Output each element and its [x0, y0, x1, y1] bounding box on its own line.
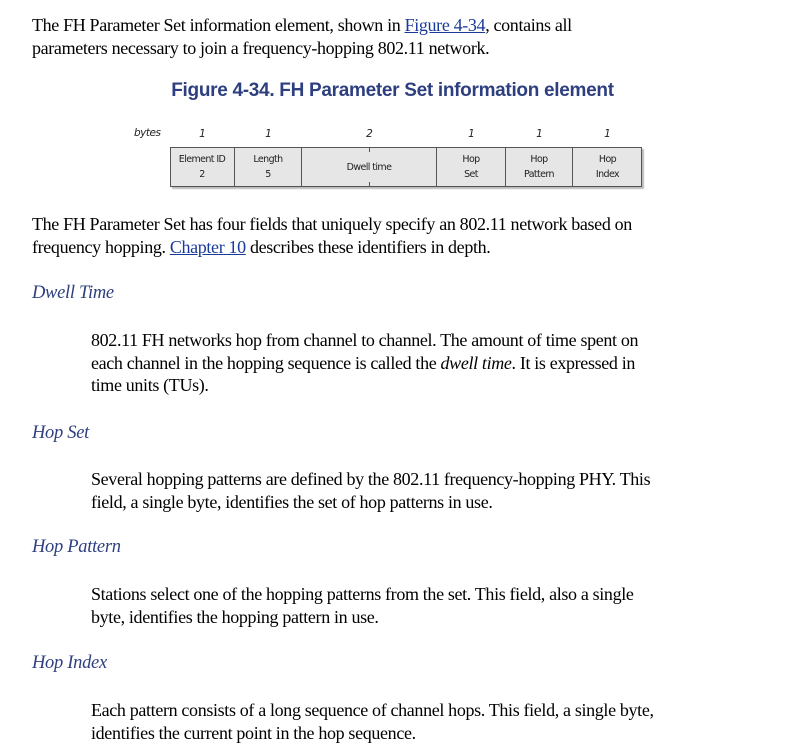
body-line: Each pattern consists of a long sequence of channel hops. This field, a single byte, — [91, 700, 654, 720]
section-body-hop-set — [91, 468, 771, 513]
section-heading-hop-set: Hop Set — [32, 423, 89, 443]
summary-paragraph — [32, 213, 752, 258]
field-hop-pattern: Hop Pattern — [506, 147, 573, 187]
section-heading-hop-index: Hop Index — [32, 653, 107, 673]
section-body-dwell-time — [91, 329, 771, 397]
figure-link[interactable]: Figure 4-34 — [404, 15, 486, 35]
byte-divider-tick — [369, 147, 370, 152]
byte-count: 1 — [199, 128, 206, 140]
field-length: Length 5 — [235, 147, 302, 187]
figure-caption: Figure 4-34. FH Parameter Set information element — [171, 80, 614, 101]
field-dwell-time: Dwell time — [302, 147, 437, 187]
section-body-hop-pattern — [91, 583, 771, 628]
byte-count: 2 — [366, 128, 373, 140]
chapter-link[interactable]: Chapter 10 — [169, 236, 246, 257]
body-line: 802.11 FH networks hop from channel to channel. The amount of time spent on — [91, 330, 639, 350]
bytes-label: bytes — [134, 127, 161, 139]
section-heading-dwell-time: Dwell Time — [32, 283, 114, 303]
intro-paragraph — [32, 14, 752, 59]
body-line: Stations select one of the hopping patterns from the set. This field, also a single — [91, 584, 634, 604]
field-element-id: Element ID 2 — [170, 147, 235, 187]
field-hop-index: Hop Index — [595, 154, 620, 180]
body-line: byte, identifies the hopping pattern in use. — [91, 606, 379, 627]
byte-count: 1 — [604, 128, 611, 140]
body-line: time units (TUs). — [91, 375, 209, 395]
byte-count: 1 — [265, 128, 272, 140]
section-body-hop-index — [91, 699, 771, 744]
intro-line-1: The FH Parameter Set information element, shown in Figure 4-34, contains all — [32, 15, 572, 35]
byte-count: 1 — [536, 128, 543, 140]
intro-line-2: parameters necessary to join a frequency-hopping 802.11 network. — [32, 37, 490, 58]
body-line: field, a single byte, identifies the set of hop patterns in use. — [91, 491, 493, 512]
body-line: identifies the current point in the hop sequence. — [91, 722, 416, 743]
term-dwell-time: dwell time — [440, 352, 512, 373]
field-hop-set: Hop Set — [437, 147, 506, 187]
body-line: Several hopping patterns are defined by the 802.11 frequency-hopping PHY. This — [91, 469, 651, 489]
summary-line-1: The FH Parameter Set has four fields that uniquely specify an 802.11 network based on — [32, 214, 632, 234]
summary-line-2: frequency hopping. Chapter 10 describes these identifiers in depth. — [32, 236, 491, 257]
body-line: each channel in the hopping sequence is called the dwell time. It is expressed in — [91, 352, 635, 373]
section-heading-hop-pattern: Hop Pattern — [32, 537, 121, 557]
byte-count: 1 — [468, 128, 475, 140]
byte-divider-tick — [369, 182, 370, 187]
